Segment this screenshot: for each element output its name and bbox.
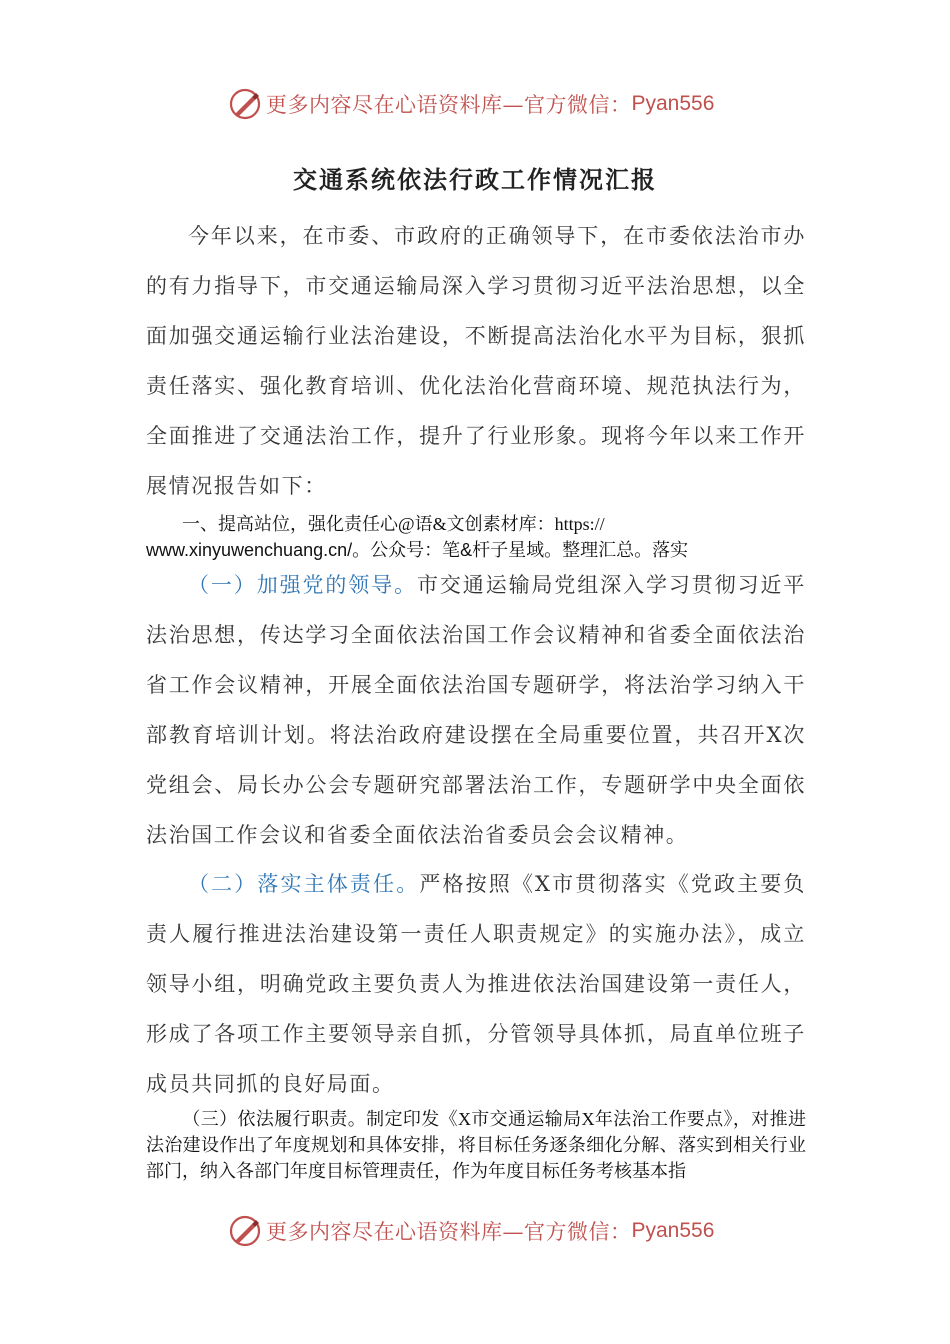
item-1-body: 市交通运输局党组深入学习贯彻习近平法治思想，传达学习全面依法治国工作会议精神和省委全面依法治省工作会议精神，开展全面依法治国专题研学，将法治学习纳入干部教育培训计划。将法治政府建设摆在全局重要位置，共召开X次党组会、局长办公会专题研究部署法治工作，专题研学中央全面依法治国工作会议和省委全面依法治省委员会会议精神。 — [146, 573, 806, 847]
item-3-paragraph — [146, 1106, 806, 1184]
item-2-heading: （二）落实主体责任。 — [188, 872, 420, 896]
section-1-heading-line1: 一、提高站位，强化责任心@语&文创素材库：https:// — [182, 514, 605, 534]
pen-logo-icon — [228, 1214, 262, 1248]
item-2-body: 严格按照《X市贯彻落实《党政主要负责人履行推进法治建设第一责任人职责规定》的实施办法》，成立领导小组，明确党政主要负责人为推进依法治国建设第一责任人，形成了各项工作主要领导亲自抓，分管领导具体抓，局直单位班子成员共同抓的良好局面。 — [146, 872, 806, 1096]
header-watermark-banner — [228, 84, 714, 124]
item-1-heading: （一）加强党的领导。 — [188, 573, 417, 597]
banner-text: 更多内容尽在心语资料库—官方微信： — [266, 93, 632, 117]
pen-logo-icon — [228, 87, 262, 121]
section-1-heading-line2: www.xinyuwenchuang.cn/。公众号：笔&杆子星域。整理汇总。落实 — [146, 540, 689, 560]
banner-wechat-id: Pyan556 — [631, 92, 715, 115]
banner-wechat-id: Pyan556 — [631, 1219, 715, 1242]
document-title: 交通系统依法行政工作情况汇报 — [293, 165, 657, 194]
item-3-text: （三）依法履行职责。制定印发《X市交通运输局X年法治工作要点》，对推进法治建设作出了年度规划和具体安排，将目标任务逐条细化分解、落实到相关行业部门，纳入各部门年度目标管理责任，作为年度目标任务考核基本指 — [146, 1109, 806, 1181]
footer-watermark-banner — [228, 1211, 714, 1251]
item-2-paragraph — [146, 859, 806, 1109]
item-1-paragraph — [146, 560, 806, 860]
banner-text: 更多内容尽在心语资料库—官方微信： — [266, 1220, 632, 1244]
intro-paragraph: 今年以来，在市委、市政府的正确领导下，在市委依法治市办的有力指导下，市交通运输局深入学习贯彻习近平法治思想，以全面加强交通运输行业法治建设，不断提高法治化水平为目标，狠抓责任落实、强化教育培训、优化法治化营商环境、规范执法行为，全面推进了交通法治工作，提升了行业形象。现将今年以来工作开展情况报告如下： — [146, 224, 806, 498]
section-1-heading — [146, 511, 806, 563]
